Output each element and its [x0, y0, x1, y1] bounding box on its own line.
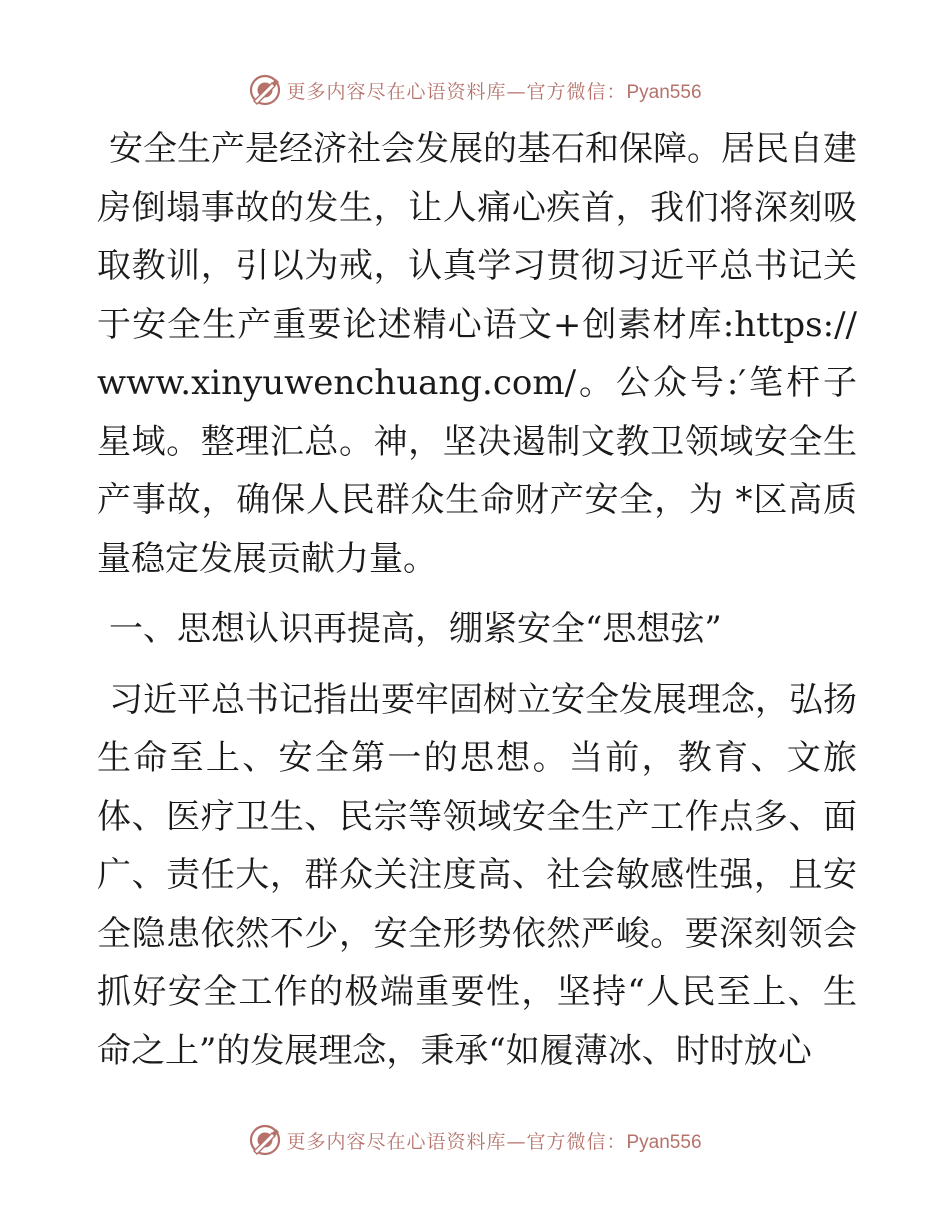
paragraph: 习近平总书记指出要牢固树立安全发展理念，弘扬生命至上、安全第一的思想。当前，教育、文旅体、医疗卫生、民宗等领域安全生产工作点多、面广、责任大，群众关注度高、社会敏感性强，且安全隐患依然不少，安全形势依然严峻。要深刻领会抓好安全工作的极端重要性，坚持“人民至上、生命之上”的发展理念，秉承“如履薄冰、时时放心	[97, 679, 857, 1071]
footer-watermark	[0, 1120, 950, 1160]
header-watermark-text: 更多内容尽在心语资料库—官方微信：Pyan556	[286, 80, 702, 103]
document-body	[97, 120, 857, 1080]
section-heading: 一、思想认识再提高，绷紧安全“思想弦”	[109, 609, 722, 649]
footer-watermark-text: 更多内容尽在心语资料库—官方微信：Pyan556	[286, 1130, 702, 1153]
paragraph: 安全生产是经济社会发展的基石和保障。居民自建房倒塌事故的发生，让人痛心疾首，我们将深刻吸取教训，引以为戒，认真学习贯彻习近平总书记关于安全生产重要论述精心语文+创素材库:https://www.xinyuwenchuang.com/。公众号:′笔杆子星域。整理汇总。神，坚决遏制文教卫领域安全生产事故，确保人民群众生命财产安全，为 *区高质量稳定发展贡献力量。	[97, 129, 857, 579]
pen-logo-icon	[248, 1123, 282, 1157]
pen-logo-icon	[248, 73, 282, 107]
header-watermark	[0, 70, 950, 110]
